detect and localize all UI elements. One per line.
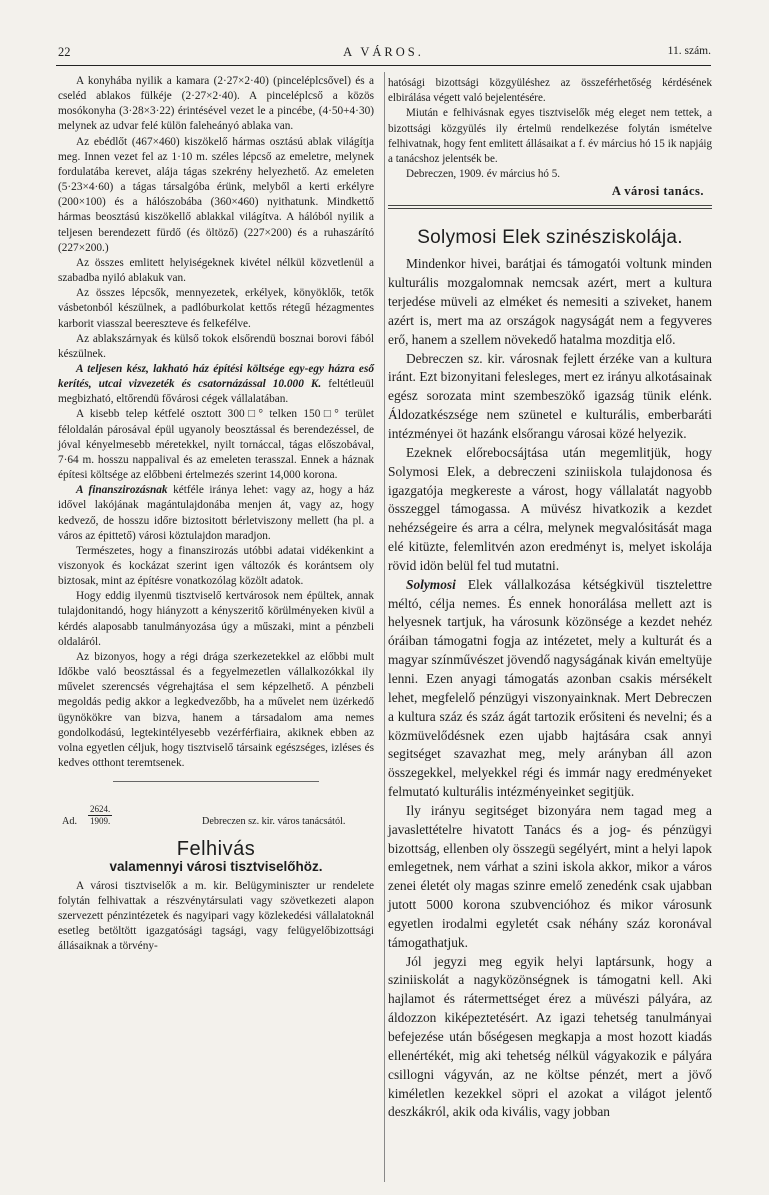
ref-num: 2624. [90,804,111,815]
article-body [388,255,712,1122]
notice-signature: A városi tanács. [611,184,704,199]
column-divider [384,72,385,1182]
paragraph: A konyhába nyilik a kamara (2·27×2·40) (pinceléplcsővel) és a cseléd ablakos fülkéje (2·27×2·40). A pinceléplcső a közös mosókonyha (3·28×3·22) érintésével vezet le a pincébe, (4·50+4·30) melynek az udvar felé külön faleheányó ablaka van. [58,75,374,133]
reference-number [88,804,112,827]
notice-subtitle: valamennyi városi tisztviselőhöz. [109,859,323,875]
paragraph: Ezeknek előrebocsájtása után megemlitjük, hogy Solymosi Elek, a debreczeni sziniiskola tulajdonosa és igazgatója megkereste a várost, hogy vállalatát nagyobb összeggel támogassa. A müvész hivatkozik a kezdet nehézségeire és arra a célra, melynek megvalósitását maga elé kitüzte, felemlitvén azon eredményt is, melyet iskolája rövid idön belül fel tud mutatni. [388,444,712,573]
notice-date: Debreczen, 1909. év március hó 5. [406,168,561,181]
notice-reference [58,804,374,838]
paragraph: hatósági bizottsági közgyüléshez az összeférhetőség kérdésének elbirálása végett való bejelentésére. [388,77,712,105]
article-title: Solymosi Elek szinésziskolája. [417,227,683,249]
cost-emphasis: A teljesen kész, lakható ház építési költsége egy-egy házra eső kerítés, utcai vizvezeték és csatornázással 10.000 K. [58,362,374,391]
cost-paragraph [58,362,374,407]
paragraph [388,576,712,802]
paragraph: Hogy eddig ilyenmü tisztviselő kertvárosok nem épültek, annak tulajdonitandó, hogy hiányzott a kényszeritő körülményeken kivül a kérdés alaposabb tanulmányozása úgy a műszaki, mint a pénzbeli oldaláról. [58,590,374,648]
notice-title: Felhivás [176,838,256,861]
right-column [388,76,712,1122]
page-header [56,45,711,63]
paragraph: Mindenkor hivei, barátjai és támogatói voltunk minden kulturális mozgalomnak nemcsak azért, mert a kultura terjedése müveli az elméket és nemesiti a sziveket, hanem azért is, mert ma az országok nagyságát nem a fegyveres erő, hanem a szellem növekedő hatalma mozditja elő. [388,256,712,347]
notice-continuation [388,76,712,167]
cost-rest: feltétleuül megbizható, eltőrendü fővárosi cégek vállalatában. [58,378,374,406]
paragraph: Az bizonyos, hogy a régi drága szerkezetekkel az előbbi mult Időkbe való beosztással és a fegyelmezetlen vállalkozókkal ily művelet szerencsés végrehajtása el sem képzelhető. A pénzbeli megoldás pedig akkor a legkedvezőbb, ha a művelet nem üzérkedő ügynökökre van bizva, hanem a társadalom ama nemes gondolkodású, legtekintélyesebb vezérférfiaira, akiknek ebben az volna egyetlen céljuk, hogy tisztviselő társaink egészséges, izléses és kedves otthont teremtsenek. [58,650,374,770]
paragraph: Jól jegyzi meg egyik helyi laptársunk, hogy a sziniiskolát a nagyközönségnek is támogatni kell. Aki hajlamot és rátermettséget érez a müvészi pályára, az áldozzon kiképeztetésért. Az igazi tehetség tanulmányai befejezése után bőségesen megkapja a most hozott kiadás ellenértékét, mig aki tehetség nélkül vágyakozik e pályára csillogni vágyván, az ne költse pénzét, mert a jövő kiméletlen kezekkel söpri el azokat a világot jelentő deszkákról, akik oda kivális, vagy jobban [388,953,712,1120]
paragraph: Az ablakszárnyak és külső tokok elsőrendü bosznai borovi fából készülnek. [58,332,374,360]
finance-paragraph [58,483,374,544]
notice-issuer: Debreczen sz. kir. város tanácsától. [202,816,346,828]
page-number: 22 [58,45,71,59]
notice-body: A városi tisztviselők a m. kir. Belügyminiszter ur rendelete folytán felhivattak a részvénytársulati vagy szövetkezeti alapon szervezett pénzintézetek és nagyipari vagy közlekedési vállalatoknál esetleg betöltött igazgatósági tagsági, vagy felügyelőbizottsági állásaiknak a törvény- [58,879,374,953]
paragraph: A kisebb telep kétfelé osztott 300□° telken 150□° terület féloldalán párosával épül ugyanoly beosztással és berendezéssel, de jóval kényelmesebb méretekkel, nyilt tornáccal, tágas előszobával, 7·64 m. hosszu nappalival és az emeleten terasszal. Ennek a háznak építesi költsége az előbbeni értelmezés szerint 14,000 korona. [58,408,374,482]
section-divider [113,781,319,782]
double-rule [388,205,712,209]
paragraph-rest: Elek vállalkozása kétségkivül tisztelettre méltó, célja nemes. És ennek honorálása mellett azt is helyesnek tartjuk, ha városunk közönsége a kezdet nehéz óráiban támogatni fogja az intézetet, mely a kulturát és a magyar színművészet jövendő nagyságának kiván emeltyüje lenni. Ezen anyagi támogatás azonban csakis mérsékelt lehet, megfelelő pénzügyi viszonyainknak. Mert Debreczen a kultura száz és száz ágát tartozik erősiteni és nevelni; és a közmüvelődésnek ezen ujabb hajtására csak annyi segitséget szavazhat meg, mely arányban áll azon összegekkel, melyekkel régi és immár nagy eredményeket felmutató kulturális intézményeinket segitjük. [388,576,712,800]
finance-emphasis: A finanszirozásnak [76,484,168,497]
paragraph: Ily irányu segitséget bizonyára nem tagad meg a javaslettételre hivatott Tanács és a jog- és pénzügyi bizottság, ellenben oly összegü segélyért, mint a helyi lapok emlegetnek, nem várhat a szini iskola akkor, mikor a város zenei életét oly magas szinre emelő zenedénk csak ujabban jutott 5000 korona szubvencióhoz és mikor városunk egyetlen irodalmi egyletét csak néhány száz koronával támogathatjuk. [388,802,712,950]
paragraph: Miután e felhivásnak egyes tisztviselők még eleget nem tettek, a bizottsági közgyülés ily értelmü rendelkezése folytán ismételve felhivatnak, hogy fent emlitett állásaikat a f. év március hó 15 ik napjáig a tanácshoz jelentsék be. [388,107,712,166]
paragraph: Az összes emlitett helyiségeknek kivétel nélkül közvetlenül a szabadba nyiló ablakuk van. [58,256,374,285]
left-column [58,74,374,954]
name-emphasis: Solymosi [406,576,456,592]
paragraph: Az ebédlőt (467×460) kiszökelő hármas osztású ablak világítja meg. Innen vezet fel az 1·10 m. széles lépcső az emeletre, melynek fordulatába kerevet, alája tágas szekrény helyezhető. Az emeleten (5·23×4·60) a tágas társalgóba érünk, melyből a kerti erkélyre (200×100) és a hálószobába (360×460) nyithatunk. Mindkettő hármas beosztású kiszökellő ablakkal világítva. A hálóból nyilik a teljesen berendezett fürdő (és öltöző) (227×200) és a ruhaszárító (227×200.) [58,135,374,254]
publication-title: A VÁROS. [343,45,424,59]
ref-year: 1909. [90,816,111,827]
paragraph: Debreczen sz. kir. városnak fejlett érzéke van a kultura iránt. Ezt bizonyitani felesleges, mert ez irányu alkotásainak egész sorozata mint szembeszökő igazság tünik elénk. Áldozatkészsége nem szünetel e kulturális, emberbaráti intézményei öt hazánk elsőrangu városai közé helyezik. [388,350,712,442]
ad-label: Ad. [62,816,77,828]
finance-rest: kétféle iránya lehet: vagy az, hogy a ház idővel lakójának magántulajdonába menjen át, vagy az, hogy kedvező, de hosszu időre biztositott bérletviszony mellett (ha pl. a város az épittető) városi köztulajdon maradjon. [58,484,374,542]
issue-number: 11. szám. [667,45,711,57]
paragraph: Természetes, hogy a finanszirozás utóbbi adatai vidékenkint a viszonyok és kockázat szerint igen változók és korántsem oly biztosak, mint az építésre vonatkozólag közölt adatok. [58,544,374,588]
header-rule [56,65,711,66]
paragraph: Az összes lépcsők, mennyezetek, erkélyek, könyöklők, tetők vásbetonból készülnek, a padlóburkolat kettős rétegű hézagmentes karborit viasszal beereszteve és felkefélve. [58,287,374,330]
